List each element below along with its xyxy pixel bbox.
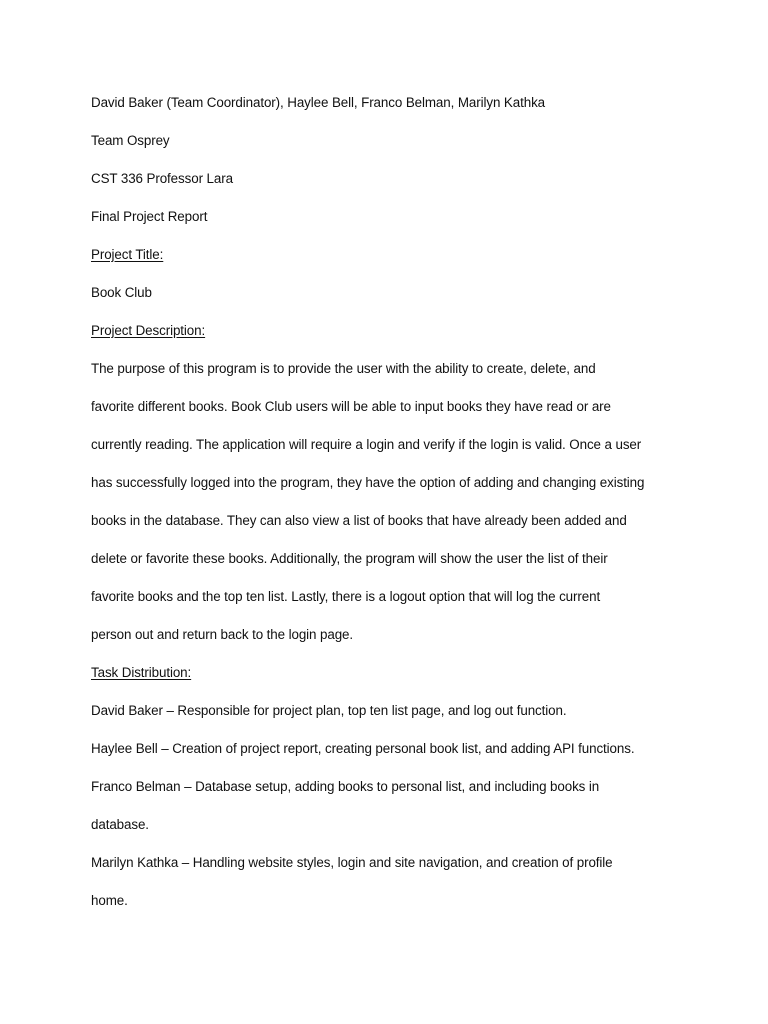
authors-line: David Baker (Team Coordinator), Haylee Bell, Franco Belman, Marilyn Kathka bbox=[91, 95, 546, 110]
description-line: delete or favorite these books. Additionally, the program will show the user the list of their bbox=[91, 551, 608, 566]
team-name: Team Osprey bbox=[91, 133, 170, 148]
description-line: currently reading. The application will require a login and verify if the login is valid. Once a user bbox=[91, 437, 642, 452]
task-line: Franco Belman – Database setup, adding books to personal list, and including books in bbox=[91, 779, 600, 794]
description-line: has successfully logged into the program, they have the option of adding and changing existing bbox=[91, 475, 645, 490]
task-line: Haylee Bell – Creation of project report, creating personal book list, and adding API functions. bbox=[91, 741, 635, 756]
task-line: Marilyn Kathka – Handling website styles, login and site navigation, and creation of profile bbox=[91, 855, 613, 870]
description-line: favorite different books. Book Club users will be able to input books they have read or are bbox=[91, 399, 611, 414]
description-line: favorite books and the top ten list. Lastly, there is a logout option that will log the current bbox=[91, 589, 601, 604]
report-type: Final Project Report bbox=[91, 209, 208, 224]
project-title-heading: Project Title: bbox=[91, 247, 164, 262]
description-line: person out and return back to the login page. bbox=[91, 627, 354, 642]
task-distribution-heading: Task Distribution: bbox=[91, 665, 192, 680]
task-line: David Baker – Responsible for project plan, top ten list page, and log out function. bbox=[91, 703, 567, 718]
project-title-value: Book Club bbox=[91, 285, 152, 300]
project-description-heading: Project Description: bbox=[91, 323, 206, 338]
course-line: CST 336 Professor Lara bbox=[91, 171, 233, 186]
task-line: database. bbox=[91, 817, 149, 832]
task-line: home. bbox=[91, 893, 128, 908]
description-line: The purpose of this program is to provide the user with the ability to create, delete, and bbox=[91, 361, 596, 376]
description-line: books in the database. They can also view a list of books that have already been added and bbox=[91, 513, 627, 528]
